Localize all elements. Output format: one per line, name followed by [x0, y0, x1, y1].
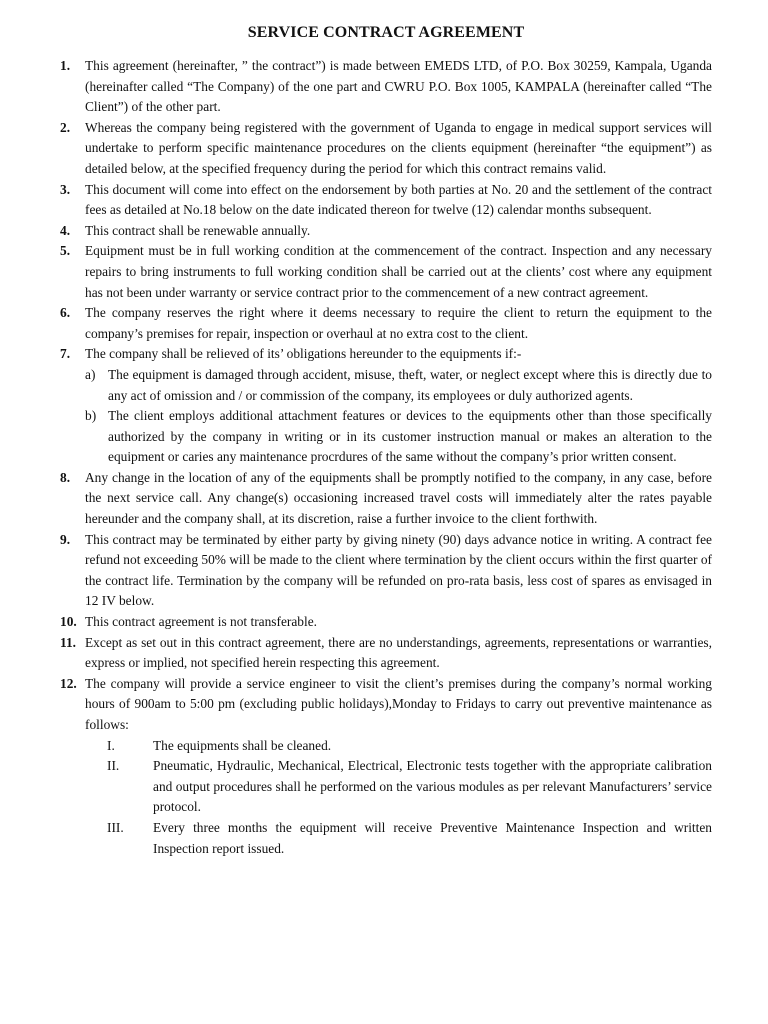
- subclause-a: [85, 365, 712, 406]
- roman-marker: I.: [107, 737, 115, 753]
- clause-7: [60, 344, 712, 468]
- clause-4: [60, 221, 712, 242]
- document-title: SERVICE CONTRACT AGREEMENT: [247, 24, 525, 41]
- roman-marker: II.: [107, 758, 120, 774]
- clause-number: 9.: [60, 531, 71, 547]
- clause-number: 3.: [60, 181, 71, 197]
- clause-5: [60, 241, 712, 303]
- roman-subclause-list: [85, 736, 712, 860]
- roman-subclause-text: Pneumatic, Hydraulic, Mechanical, Electrical, Electronic tests together with the appropriate calibration and output procedures shall he performed on the various modules as per relevant Manufacturers’ service protocol.: [153, 758, 712, 815]
- clause-number: 10.: [60, 614, 77, 630]
- clause-6: [60, 303, 712, 344]
- roman-marker: III.: [107, 819, 124, 835]
- roman-subclause-ii: [85, 756, 712, 818]
- clause-number: 4.: [60, 222, 71, 238]
- clause-text: Any change in the location of any of the equipments shall be promptly notified to the company, in any case, before the next service call. Any change(s) occasioning increased travel costs will immediately alter the rates payable hereunder and the company shall, at its discretion, raise a further invoice to the client forthwith.: [85, 469, 712, 527]
- clause-list: [60, 56, 712, 859]
- subclause-list: [85, 365, 712, 468]
- clause-9: [60, 530, 712, 612]
- clause-text: Whereas the company being registered with the government of Uganda to engage in medical support services will undertake to perform specific maintenance procedures on the clients equipment (hereinafter “the equipment”) as detailed below, at the specified frequency during the period for which this contract remains valid.: [85, 119, 712, 176]
- clause-number: 5.: [60, 243, 71, 259]
- clause-2: [60, 118, 712, 180]
- roman-subclause-text: Every three months the equipment will receive Preventive Maintenance Inspection and written Inspection report issued.: [153, 819, 712, 856]
- clause-number: 1.: [60, 58, 71, 73]
- roman-subclause-i: [85, 736, 712, 757]
- subclause-marker: a): [85, 366, 96, 382]
- clause-11: [60, 633, 712, 674]
- clause-number: 6.: [60, 305, 71, 321]
- clause-1: [60, 56, 712, 118]
- roman-subclause-text: The equipments shall be cleaned.: [153, 737, 332, 753]
- clause-text: This contract shall be renewable annually.: [85, 222, 311, 238]
- subclause-marker: b): [85, 408, 97, 424]
- clause-text: Equipment must be in full working condition at the commencement of the contract. Inspection and any necessary repairs to bring instruments to full working condition shall be carried out at the clients’ cost where any equipment has not been under warranty or service contract prior to the commencement of a new contract agreement.: [85, 243, 712, 300]
- clause-text: This contract may be terminated by either party by giving ninety (90) days advance notice in writing. A contract fee refund not exceeding 50% will be made to the client where termination by the client occurs within the first quarter of the contract life. Termination by the company will be refunded on pro-rata basis, less cost of spares as envisaged in 12 IV below.: [85, 531, 712, 609]
- clause-text: This agreement (hereinafter, ” the contract”) is made between EMEDS LTD, of P.O. Box 30259, Kampala, Uganda (hereinafter called “The Company) of the one part and CWRU P.O. Box 1005, KAMPALA (hereinafter called “The Client”) of the other part.: [85, 58, 712, 115]
- clause-text: This document will come into effect on the endorsement by both parties at No. 20 and the settlement of the contract fees as detailed at No.18 below on the date indicated thereon for twelve (12) calendar months subsequent.: [85, 181, 712, 218]
- clause-text: Except as set out in this contract agreement, there are no understandings, agreements, representations or warranties, express or implied, not specified herein respecting this agreement.: [85, 634, 712, 671]
- clause-number: 8.: [60, 469, 71, 485]
- clause-text: The company will provide a service engineer to visit the client’s premises during the company’s normal working hours of 900am to 5:00 pm (excluding public holidays),Monday to Fridays to carry out preventive maintenance as follows:: [85, 675, 712, 732]
- clause-10: [60, 612, 712, 633]
- clause-text: The company reserves the right where it deems necessary to require the client to return the equipment to the company’s premises for repair, inspection or overhaul at no extra cost to the client.: [85, 305, 712, 341]
- clause-text: The company shall be relieved of its’ obligations hereunder to the equipments if:-: [85, 346, 522, 362]
- clause-number: 12.: [60, 675, 77, 691]
- subclause-text: The client employs additional attachment features or devices to the equipments other than those specifically authorized by the company in writing or in its customer instruction manual or makes an alteration to the equipment or caries any maintenance procrdures of the same without the company’s prior written consent.: [108, 408, 712, 465]
- clause-text: This contract agreement is not transferable.: [85, 614, 318, 630]
- clause-number: 7.: [60, 346, 71, 362]
- subclause-text: The equipment is damaged through accident, misuse, theft, water, or neglect except where this is directly due to any act of omission and / or commission of the company, its employees or duly authorized agents.: [108, 366, 712, 403]
- clause-12: [60, 674, 712, 859]
- subclause-b: [85, 406, 712, 468]
- clause-8: [60, 468, 712, 530]
- clause-3: [60, 180, 712, 221]
- clause-number: 11.: [60, 634, 76, 650]
- clause-number: 2.: [60, 119, 71, 135]
- roman-subclause-iii: [85, 818, 712, 859]
